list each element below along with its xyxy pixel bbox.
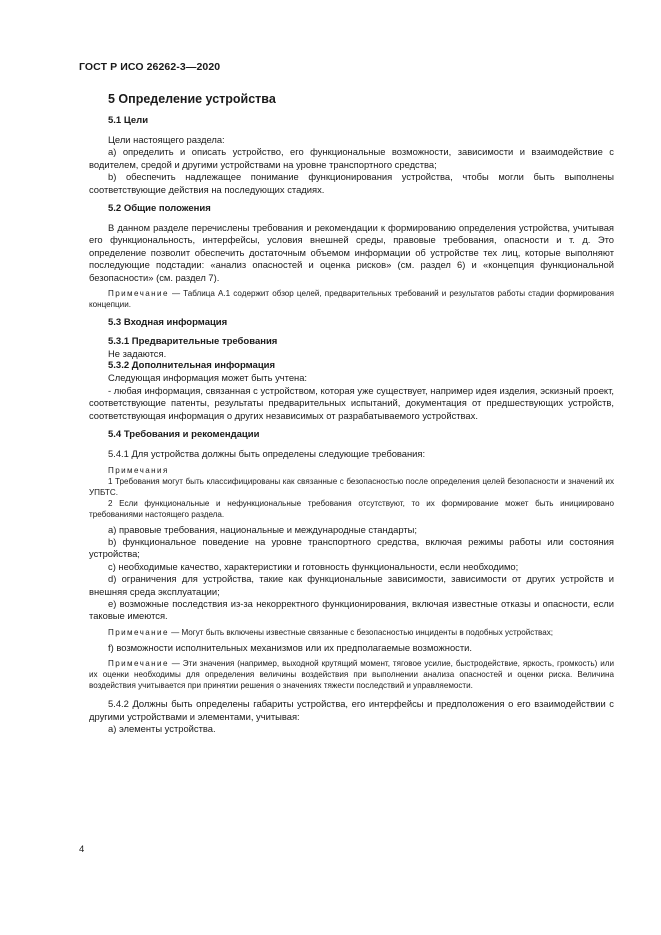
section-5-4-notes-label: [89, 465, 614, 476]
note-text: — Эти значения (например, выходной крутящий момент, тяговое усилие, быстродействие, яркость, громкость) или их оценки необходимы для определения величины воздействия при выполнении анализа опасностей и оценки риска. Величина воздействия учитывается при принятии решения о значениях тяжести последствий и управляемости.: [89, 659, 614, 691]
section-5-4-note-2: 2 Если функциональные и нефункциональные требования отсутствуют, то их формирование может быть инициировано требованиями настоящего раздела.: [89, 498, 614, 519]
note-text: — Могут быть включены известные связанные с безопасностью инциденты в подобных устройствах;: [168, 627, 554, 637]
section-5-4-title: 5.4 Требования и рекомендации: [108, 429, 260, 441]
section-5-3-1-text: Не задаются.: [108, 348, 167, 360]
section-5-1-intro: Цели настоящего раздела:: [108, 134, 225, 145]
document-header: ГОСТ Р ИСО 26262-3—2020: [79, 61, 221, 73]
section-5-4-2: 5.4.2 Должны быть определены габариты устройства, его интерфейсы и предположения о его взаимодействии с другими устройствами и элементами, учитывая:: [89, 698, 614, 722]
section-5-4-note-e: [89, 627, 614, 638]
section-5-4-2-item-a: a) элементы устройства.: [108, 722, 216, 734]
section-5-3-2-intro: Следующая информация может быть учтена:: [108, 372, 308, 384]
section-5-4-item-c: c) необходимые качество, характеристики и готовность функциональности, если необходимо;: [108, 560, 519, 572]
section-5-2-paragraph: В данном разделе перечислены требования и рекомендации к формированию определения устройства, учитывая его функциональность, интерфейсы, условия внешней среды, правовые требования, опасности и т. д. Это определение позволит обеспечить достаточным объемом информации об устройстве тех лиц, которые выполняют последующие подстадии: «анализ опасностей и оценка рисков» (см. раздел 6) и «концепция функциональной безопасности» (см. раздел 7).: [89, 222, 614, 283]
section-5-4-item-e: e) возможные последствия из-за некорректного функционирования, включая известные отказы и опасности, если таковые имеются.: [89, 597, 614, 622]
section-5-1-title: 5.1 Цели: [108, 115, 149, 126]
note-label: Примечание: [108, 289, 169, 299]
notes-label: Примечания: [108, 465, 169, 475]
note-label: Примечание: [108, 627, 169, 637]
section-5-4-item-d: d) ограничения для устройства, такие как функциональные зависимости, зависимости от других устройств и внешняя среда эксплуатации;: [89, 573, 614, 597]
section-5-1-item-b: b) обеспечить надлежащее понимание функционирования устройства, чтобы могли быть выполнены соответствующие действия на последующих стадиях.: [89, 171, 614, 195]
section-5-2-title: 5.2 Общие положения: [108, 203, 211, 215]
section-5-4-item-b: b) функциональное поведение на уровне транспортного средства, включая режимы работы или состояния устройства;: [89, 535, 614, 560]
section-5-3-2-item: - любая информация, связанная с устройством, которая уже существует, например идея изделия, эскизный проект, соответствующие патенты, результаты предварительных испытаний, документация от предшествующих устройств, соответствующая информация о других независимых от разрабатываемого устройствах.: [89, 384, 614, 421]
section-5-4-1: 5.4.1 Для устройства должны быть определены следующие требования:: [108, 448, 426, 460]
section-5-2-note: [89, 288, 614, 310]
section-5-3-1-title: 5.3.1 Предварительные требования: [108, 336, 278, 348]
page-number: 4: [79, 844, 85, 855]
section-5-3-title: 5.3 Входная информация: [108, 317, 228, 329]
section-5-4-item-f: f) возможности исполнительных механизмов или их предполагаемые возможности.: [108, 641, 472, 653]
note-text: — Таблица А.1 содержит обзор целей, предварительных требований и результатов работы стадии формирования концепции.: [89, 289, 614, 310]
page-content: [89, 91, 614, 735]
section-5-4-note-f: [89, 658, 614, 691]
section-5-3-2-title: 5.3.2 Дополнительная информация: [108, 360, 276, 372]
section-5-4-note-1: 1 Требования могут быть классифицированы как связанные с безопасностью после определения целей безопасности и значений их УПБТС.: [89, 476, 614, 497]
section-5-title: 5 Определение устройства: [108, 92, 276, 106]
note-label: Примечание: [108, 659, 169, 669]
section-5-1-item-a: a) определить и описать устройство, его функциональные возможности, зависимости и взаимодействие с водителем, средой и другими устройствами на уровне транспортного средства;: [89, 146, 614, 170]
section-5-4-item-a: a) правовые требования, национальные и международные стандарты;: [108, 523, 417, 535]
